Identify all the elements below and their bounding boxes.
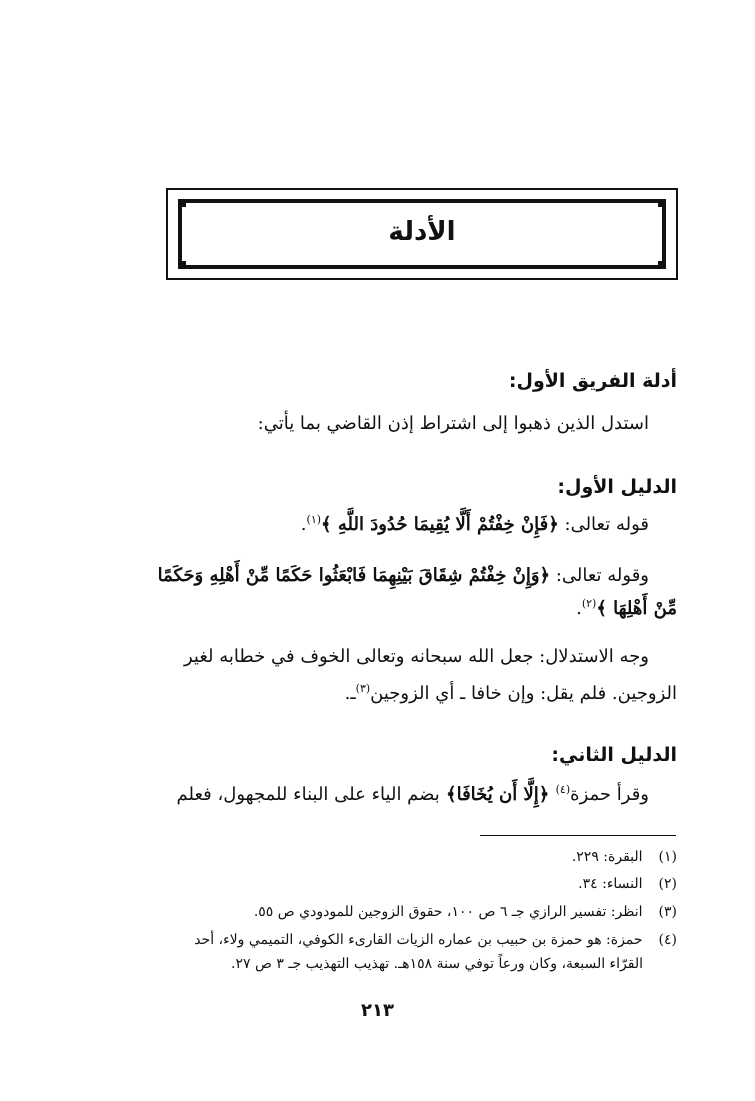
footnote-ref-1: (١) bbox=[306, 513, 322, 526]
quran-verse-3: ﴿إِلَّا أَن يُخَافَا﴾ bbox=[439, 784, 556, 805]
footnote-ref-2: (٢) bbox=[581, 597, 597, 610]
footnote-divider bbox=[480, 835, 676, 836]
evidence2-prefix: وقرأ حمزة bbox=[570, 784, 649, 805]
quran-verse-2: ﴿وَإِنْ خِفْتُمْ شِقَاقَ بَيْنِهِمَا فَابْعَثُوا حَكَمًا مِّنْ أَهْلِهِ وَحَكَمًا bbox=[157, 565, 551, 586]
inference-line2 bbox=[345, 679, 677, 709]
footnote-4 bbox=[194, 929, 677, 951]
footnote-text: النساء: ٣٤. bbox=[578, 876, 643, 892]
footnote-ref-3: (٣) bbox=[355, 682, 371, 695]
footnote-number: (٤) bbox=[658, 932, 677, 948]
footnote-text: انظر: تفسير الرازي جـ ٦ ص ١٠٠، حقوق الزوجين للمودودي ص ٥٥. bbox=[253, 904, 643, 920]
title-frame bbox=[178, 199, 666, 269]
inference-line1: وجه الاستدلال: جعل الله سبحانه وتعالى الخوف في خطابه لغير bbox=[183, 646, 649, 667]
footnote-text: حمزة: هو حمزة بن حبيب بن عماره الزيات القارىء الكوفي، التميمي ولاء، أحد bbox=[194, 932, 643, 948]
evidence1-line1 bbox=[301, 510, 649, 540]
footnote-number: (١) bbox=[658, 849, 677, 865]
evidence2-heading: الدليل الثاني: bbox=[551, 744, 677, 766]
frame-corner-ornament bbox=[658, 199, 666, 207]
footnote-ref-4: (٤) bbox=[555, 783, 571, 796]
footnote-text: البقرة: ٢٢٩. bbox=[571, 849, 643, 865]
footnote-4-continuation: القرّاء السبعة، وكان ورعاً توفي سنة ١٥٨هـ. تهذيب التهذيب جـ ٣ ص ٢٧. bbox=[231, 956, 643, 972]
intro-paragraph: استدل الذين ذهبوا إلى اشتراط إذن القاضي بما يأتي: bbox=[257, 413, 649, 434]
evidence1-line2 bbox=[158, 561, 649, 591]
frame-corner-ornament bbox=[178, 261, 186, 269]
evidence2-rest: بضم الياء على البناء للمجهول، فعلم bbox=[176, 784, 440, 805]
quran-verse-2-cont: مِّنْ أَهْلِهَا ﴾ bbox=[596, 598, 677, 619]
evidence1-line1-end: . bbox=[300, 514, 307, 535]
footnote-3 bbox=[254, 901, 677, 923]
page-title: الأدلة bbox=[388, 217, 456, 247]
page-number: ٢١٣ bbox=[361, 1000, 394, 1021]
evidence1-line3 bbox=[576, 594, 677, 624]
first-group-heading: أدلة الفريق الأول: bbox=[508, 370, 677, 392]
quran-verse-1: ﴿فَإِنْ خِفْتُمْ أَلَّا يُقِيمَا حُدُودَ اللَّهِ ﴾ bbox=[321, 514, 559, 535]
evidence1-heading: الدليل الأول: bbox=[557, 476, 677, 498]
evidence1-line2-prefix: وقوله تعالى: bbox=[550, 565, 649, 586]
evidence1-line3-end: . bbox=[576, 598, 582, 619]
frame-corner-ornament bbox=[178, 199, 186, 207]
footnote-number: (٢) bbox=[658, 876, 677, 892]
footnote-number: (٣) bbox=[658, 904, 677, 920]
evidence1-line1-prefix: قوله تعالى: bbox=[558, 514, 649, 535]
inference-line2-end: ـ. bbox=[344, 683, 356, 704]
frame-corner-ornament bbox=[658, 261, 666, 269]
inference-line2-text: الزوجين. فلم يقل: وإن خافا ـ أي الزوجين bbox=[370, 683, 677, 704]
footnote-1 bbox=[572, 846, 677, 868]
evidence2-line1 bbox=[177, 780, 649, 810]
footnote-2 bbox=[578, 873, 677, 895]
